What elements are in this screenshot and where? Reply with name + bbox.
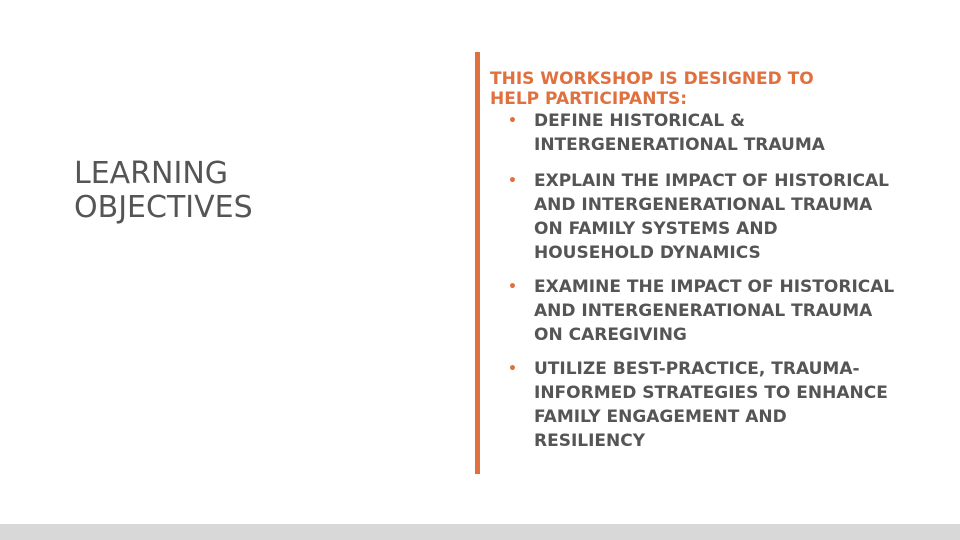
slide-title: [74, 157, 434, 225]
vertical-divider: [475, 52, 480, 474]
objectives-list: [490, 109, 940, 453]
bullet-icon: •: [508, 173, 517, 189]
footer-bar: [0, 524, 960, 540]
title-line-1: LEARNING: [74, 156, 229, 191]
list-item-text: UTILIZE BEST-PRACTICE, TRAUMA- INFORMED STRATEGIES TO ENHANCE FAMILY ENGAGEMENT AND RESILIENCY: [534, 359, 888, 451]
objectives-content: [490, 69, 940, 463]
title-line-2: OBJECTIVES: [74, 190, 253, 225]
bullet-icon: •: [508, 361, 517, 377]
list-item-text: DEFINE HISTORICAL & INTERGENERATIONAL TRAUMA: [534, 111, 825, 155]
intro-text: THIS WORKSHOP IS DESIGNED TO HELP PARTICIPANTS:: [490, 69, 814, 109]
list-item: [506, 169, 940, 265]
bullet-icon: •: [508, 113, 517, 129]
list-item: [506, 275, 940, 347]
list-item-text: EXPLAIN THE IMPACT OF HISTORICAL AND INTERGENERATIONAL TRAUMA ON FAMILY SYSTEMS AND HOUSEHOLD DYNAMICS: [534, 171, 889, 263]
bullet-icon: •: [508, 279, 517, 295]
list-item: [506, 109, 940, 157]
list-item: [506, 357, 940, 453]
list-item-text: EXAMINE THE IMPACT OF HISTORICAL AND INTERGENERATIONAL TRAUMA ON CAREGIVING: [534, 277, 895, 345]
